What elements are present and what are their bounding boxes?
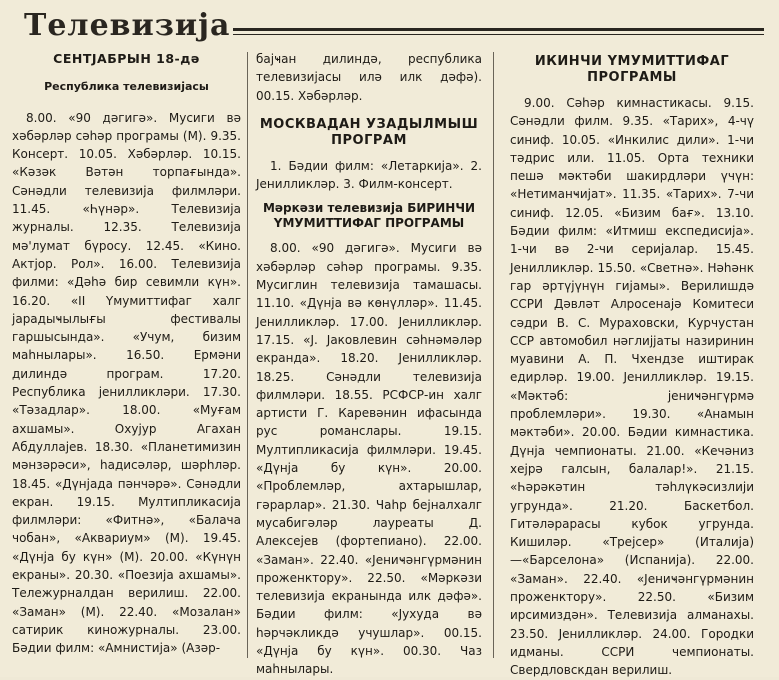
header-rule-thin	[233, 34, 764, 35]
right-column	[510, 54, 754, 680]
republic-schedule-continued: бајҹан дилиндә, республика телевизијасы илә илк дәфә). 00.15. Хәбәрләр.	[256, 52, 482, 103]
column-divider	[493, 52, 494, 658]
section-header	[18, 6, 768, 46]
second-program-heading: ИКИНЧИ ҮМУМИТТИФАГ ПРОГРАМЫ	[534, 54, 730, 85]
header-rule-thick	[233, 28, 764, 31]
republic-schedule: 8.00. «90 дәгигә». Мусиги вә хәбәрләр сәһәр програмы (М). 9.35. Консерт. 10.05. Хәбәрләр. 10.15. «Кәзәк Вәтән торпағында». Сәнәдли телевизија филмләри. 11.45. «Һүнәр». Телевизија журналы. 12.35. Телевизија мә'лумат бүросу. 12.45. «Кино. Актјор. Рол». 16.00. Телевизија филми: «Дәһә бир севимли күн». 16.20. «II Үмумиттифаг халг јарадыҹылығы фестивалы гаршысында». «Учум, бизим маһнылары». 16.50. Ермәни дилиндә програм. 17.20. Республика јенилликләри. 17.30. «Тәзадлар». 18.00. «Муғам ахшамы». Охујур Агахан Абдуллајев. 18.30. «Планетимизин мәнзәрәси», һадисәләр, шәрһләр. 18.45. «Дүнјада пәнчәрә». Сәнәдли екран. 19.15. Мултипликасија филмләри: «Фитнә», «Балача чобан», «Аквариум» (М). 19.45. «Дүнја бу күн» (М). 20.00. «Күнүн екраны». 20.30. «Поезија ахшамы». Тележурналдан верилиш. 22.00. «Заман» (М). 22.40. «Мозалан» сатирик киножурналы. 23.00. Бәдии филм: «Амнистија» (Азәр-	[12, 110, 241, 656]
channel-heading: Республика телевизијасы	[44, 80, 209, 94]
second-program-schedule: 9.00. Сәһәр кимнастикасы. 9.15. Сәнәдли филм. 9.35. «Тарих», 4-чү синиф. 10.05. «Инкилис дили». 1-чи тәдрис или. 11.05. Орта техники пешә мәктәби шакирдләри үчүн: «Нетиманҹијат». 11.35. «Тарих». 7-чи синиф. 12.05. «Бизим бағ». 13.10. Бәдии филм: «Итмиш експедисија». 1-чи вә 2-чи серијалар. 15.45. Јенилликләр. 15.50. «Светнә». Нәһәнк гар әртүјүнүн гијамы». Верилишдә ССРИ Дәвләт Алросенајә Комитеси сәдри В. С. Мураховски, Курчустан ССР автомобил нәглијјаты назиринин муавини А. П. Чхендзе иштирак едирләр. 19.00. Јенилликләр. 19.15. «Мәктәб: јениҹәнгүрмә проблемләри». 19.30. «Анамын мәктәби». 20.00. Бәдии кимнастика. Дүнја чемпионаты. 21.00. «Кечәниз хејрә галсын, балалар!». 21.15. «Һәрәкәтин тәһлүкәсизлији угрунда». 21.20. Баскетбол. Гитәләрарасы кубок угрунда. Кишиләр. «Трејсер» (Италија)—«Барселона» (Испанија). 22.00. «Заман». 22.40. «Јениҹәнгүрмәнин проженктору». 22.50. «Бизим ирсимиздән». Телевизија алманахы. 23.50. Јенилликләр. 24.00. Городки идманы. ССРИ чемпионаты. Свердловскдан верилиш.	[510, 96, 754, 678]
moscow-program-schedule: 1. Бәдии филм: «Летаркија». 2. Јенилликләр. 3. Филм-консерт.	[256, 158, 482, 192]
first-program-schedule: 8.00. «90 дәгигә». Мусиги вә хәбәрләр сәһәр програмы. 9.35. Мусиглин телевизија тамашасы. 11.10. «Дүнја вә көнүлләр». 11.45. Јенилликләр. 17.00. Јенилликләр. 17.15. «J. Јаковлевин сәһнәмәләр екранда». 18.20. Јенилликләр. 18.25. Сәнәдли телевизија филмләри. 18.55. РСФСР-ин халг артисти Г. Каревәнин ифасында рус романслары. 19.15. Мултипликасија филмләри. 19.45. «Дүнја бу күн». 20.00. «Проблемләр, ахтарышлар, гәрарлар». 21.30. Чаһр бејналхалг мусабигәләр лауреаты Д. Алексејев (фортепиано). 22.00. «Заман». 22.40. «Јениҹәнгүрмәнин проженктору». 22.50. «Мәркәзи телевизија екранында илк дәфә». Бәдии филм: «Јухуда вә һәрчәкликдә учушлар». 00.15. «Дүнја бу күн». 00.30. Чаз маһнылары.	[256, 241, 482, 677]
column-divider	[247, 52, 248, 658]
middle-column	[256, 50, 482, 679]
page-title: Телевизија	[24, 8, 231, 43]
date-heading: СЕНТЈАБРЫН 18-дә	[53, 51, 200, 66]
left-column	[12, 50, 241, 658]
moscow-program-heading: МОСКВАДАН УЗАДЫЛМЫШ ПРОГРАМ	[259, 116, 479, 148]
central-tv-heading: Мәркәзи телевизија БИРИНЧИ ҮМУМИТТИФАГ ПРОГРАМЫ	[262, 201, 476, 231]
